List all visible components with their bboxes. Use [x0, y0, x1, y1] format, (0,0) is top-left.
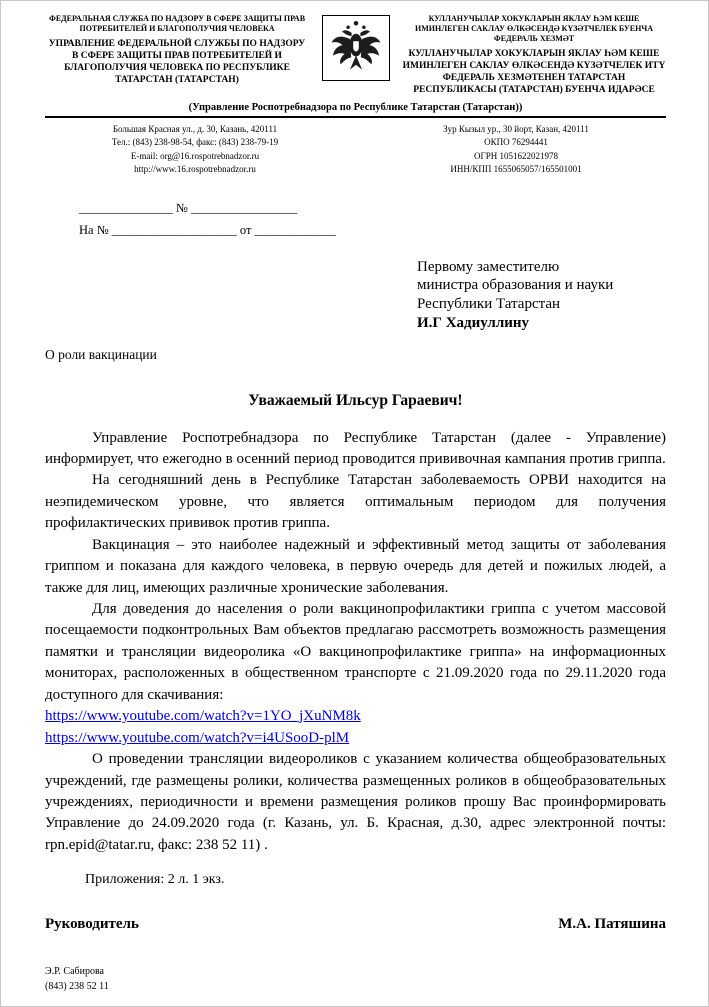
website-line: http://www.16.rospotrebnadzor.ru: [134, 164, 256, 174]
org-block-russian: [45, 14, 309, 87]
salutation: Уважаемый Ильсур Гараевич!: [248, 391, 463, 409]
body-paragraph: На сегодняшний день в Республике Татарстан заболеваемость ОРВИ находится на неэпидемическом уровне, что является оптимальным периодом для получения профилактических прививок против гриппа.: [45, 472, 666, 532]
department-name-tt: КУЛЛАНУЧЫЛАР ХОКУКЛАРЫН ЯКЛАУ ҺӘМ КЕШЕ ИМИНЛЕГЕН САКЛАУ ӨЛКӘСЕНДӘ КҮЗӘТЧЕЛЕК ИТҮ ФЕДЕРАЛЬ ХЕЗМӘТЕНЕН ТАТАРСТАН РЕСПУБЛИКАСЫ (ТАТАРСТАН) БУЕНЧА ИДАРӘСЕ: [402, 49, 666, 95]
subject-line: О роли вакцинации: [45, 346, 157, 362]
recipient-position-line: министра образования и науки: [417, 277, 614, 294]
executor-phone: (843) 238 52 11: [45, 980, 109, 992]
address-line: Большая Красная ул., д. 30, Казань, 420111: [112, 123, 278, 134]
federal-service-name-ru: ФЕДЕРАЛЬНАЯ СЛУЖБА ПО НАДЗОРУ В СФЕРЕ ЗАЩИТЫ ПРАВ ПОТРЕБИТЕЛЕЙ И БЛАГОПОЛУЧИЯ ЧЕЛОВЕКА: [48, 14, 306, 33]
org-block-tatar: [402, 14, 666, 97]
signer-title: Руководитель: [45, 916, 139, 933]
letter-body: [45, 428, 666, 857]
contact-info-russian: [45, 123, 345, 177]
letterhead-subtitle: (Управление Роспотребнадзора по Республике Татарстан (Татарстан)): [45, 102, 666, 118]
letterhead: [45, 14, 666, 97]
coat-of-arms-box: [322, 15, 390, 81]
double-headed-eagle-icon: [328, 18, 384, 79]
executor-block: [45, 965, 666, 994]
federal-service-name-tt: КУЛЛАНУЧЫЛАР ХОКУКЛАРЫН ЯКЛАУ ҺЭМ КЕШЕ ИМИНЛЕГЕН САКЛАУ ӨЛКӘСЕНДӘ КҮЗӘТЧЕЛЕК БУЕНЧА ФЕДЕРАЛЬ ХЕЗМӘТ: [414, 14, 653, 43]
youtube-link[interactable]: https://www.youtube.com/watch?v=1YO_jXuNM8k: [45, 708, 361, 725]
youtube-link[interactable]: https://www.youtube.com/watch?v=i4USooD-plM: [45, 729, 350, 746]
reference-block: [79, 197, 666, 242]
recipient-name: И.Г Хадиуллину: [417, 314, 530, 331]
recipient-position-line: Республики Татарстан: [417, 296, 561, 312]
signer-name: М.А. Патяшина: [558, 916, 666, 933]
signature-block: [45, 916, 666, 933]
recipient-position-line: Первому заместителю: [417, 258, 560, 275]
body-paragraph: Для доведения до населения о роли вакцинопрофилактики гриппа с учетом массовой посещаемости подконтрольных Вам объектов предлагаю рассмотреть возможность размещения памятки и трансляции видеоролика «О вакцинопрофилактике гриппа» на информационных мониторах, расположенных в общественном транспорте с 21.09.2020 года по 29.11.2020 года доступного для скачивания:: [45, 601, 666, 703]
department-name-ru: УПРАВЛЕНИЕ ФЕДЕРАЛЬНОЙ СЛУЖБЫ ПО НАДЗОРУ В СФЕРЕ ЗАЩИТЫ ПРАВ ПОТРЕБИТЕЛЕЙ И БЛАГОПОЛУЧИЯ ЧЕЛОВЕКА ПО РЕСПУБЛИКЕ ТАТАРСТАН (ТАТАРСТАН): [48, 39, 306, 85]
incoming-number-line: На № ____________________ от _____________: [79, 223, 336, 237]
outgoing-number-line: _______________ № _________________: [79, 200, 298, 215]
recipient-block: [417, 258, 666, 333]
video-links: [45, 706, 666, 749]
email-line: E-mail: org@16.rospotrebnadzor.ru: [130, 150, 260, 161]
phone-fax-line: Тел.: (843) 238-98-54, факс: (843) 238-79-19: [111, 137, 279, 147]
body-paragraph: Управление Роспотребнадзора по Республике Татарстан (далее - Управление) информирует, что ежегодно в осенний период проводится прививочная кампания против гриппа.: [45, 429, 666, 467]
okpo-line: ОКПО 76294441: [484, 137, 548, 147]
body-paragraph: О проведении трансляции видеороликов с указанием количества общеобразовательных учреждений, где размещены ролики, количества размещенных роликов в общеобразовательных учреждениях, периодичности и времени размещения роликов прошу Вас проинформировать Управление до 24.09.2020 года (г. Казань, ул. Б. Красная, д.30, адрес электронной почты: rpn.epid@tatar.ru, факс: 238 52 11) .: [45, 751, 666, 853]
contact-info-tatar: [366, 123, 666, 177]
executor-name: Э.Р. Сабирова: [45, 966, 104, 978]
attachments-line: Приложения: 2 л. 1 экз.: [85, 872, 225, 888]
body-paragraph: Вакцинация – это наиболее надежный и эффективный метод защиты от заболевания гриппом и показана для каждого человека, в первую очередь для детей и пожилых людей, а также для лиц, имеющих различные хронические заболевания.: [45, 536, 666, 596]
address-line-tt: Зур Кызыл ур., 30 йорт, Казан, 420111: [443, 123, 589, 134]
ogrn-line: ОГРН 1051622021978: [474, 150, 558, 161]
contact-info: [45, 123, 666, 177]
inn-kpp-line: ИНН/КПП 1655065057/165501001: [450, 164, 582, 174]
